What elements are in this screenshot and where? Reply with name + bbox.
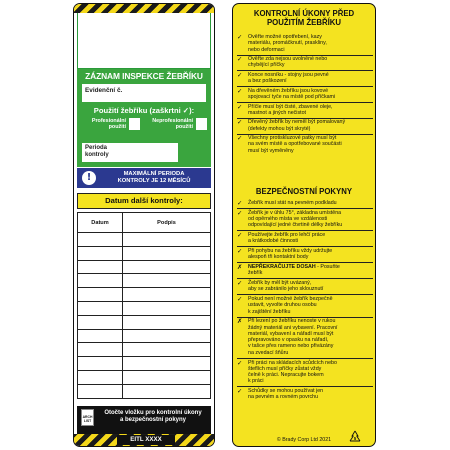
date-cell[interactable] bbox=[78, 343, 123, 357]
ladder-use-title: Použití žebříku (zaškrtni ✓): bbox=[93, 106, 195, 115]
safety-text: Schůdky se mohou používat jen na pevném a rovném povrchu bbox=[248, 388, 324, 401]
safety-title: BEZPEČNOSTNÍ POKYNY bbox=[255, 187, 353, 196]
date-column-header: Datum bbox=[78, 213, 123, 233]
log-row bbox=[78, 246, 211, 260]
date-cell[interactable] bbox=[78, 315, 123, 329]
document-icon: ARCH LIST bbox=[81, 409, 94, 426]
safety-text: Žebřík je v úhlu 75°, základna umístěna od opěrného místa ve vzdálenosti odpovídající jedné čtvrtině délky žebříku bbox=[248, 209, 343, 229]
log-row bbox=[78, 260, 211, 274]
check-icon: ✓ bbox=[237, 247, 243, 255]
check-icon: ✓ bbox=[237, 208, 243, 217]
check-text: Ověřte možné opotřebení, kazy materiálu, promáčknutí, praskliny, nebo deformaci bbox=[248, 34, 327, 53]
log-row bbox=[78, 343, 211, 357]
recycle-icon bbox=[347, 429, 363, 445]
safety-text: Používejte žebřík pro lehčí práce a krátkodobé činnosti bbox=[248, 232, 326, 245]
check-icon: ✓ bbox=[237, 33, 243, 41]
log-row bbox=[78, 384, 211, 398]
checks-title: KONTROLNÍ ÚKONY PŘED POUŽITÍM ŽEBŘÍKU bbox=[253, 9, 355, 27]
check-icon: ✓ bbox=[237, 295, 243, 303]
safety-text: NEPŘEKRAČUJTE DOSAH - Posuňte žebřík bbox=[248, 264, 340, 277]
card-title: ZÁZNAM INSPEKCE ŽEBŘÍKU bbox=[85, 71, 203, 81]
cross-icon: ✗ bbox=[237, 317, 243, 326]
professional-use-label: Profesionální použití bbox=[91, 118, 126, 131]
max-period-text: MAXIMÁLNÍ PERIODA KONTROLY JE 12 MĚSÍCŮ bbox=[117, 171, 191, 184]
signature-cell[interactable] bbox=[123, 343, 211, 357]
check-icon: ✓ bbox=[237, 70, 243, 79]
check-text: Ověřte zda nejsou uvolněné nebo chybějící příčky bbox=[248, 56, 328, 69]
check-icon: ✓ bbox=[237, 199, 243, 207]
blank-write-area[interactable] bbox=[77, 13, 211, 69]
check-text: Na dřevěném žebříku jsou kovové spojovací tyče na místě pod příčkami bbox=[248, 87, 336, 100]
check-icon: ✓ bbox=[237, 358, 243, 367]
signature-column-header: Podpis bbox=[123, 213, 211, 233]
signature-cell[interactable] bbox=[123, 260, 211, 274]
check-icon: ✓ bbox=[237, 134, 243, 143]
check-icon: ✓ bbox=[237, 279, 243, 287]
signature-cell[interactable] bbox=[123, 301, 211, 315]
check-text: Všechny protiskluzové patky musí být na svém místě a opotřebované součásti musí být vyměněny bbox=[248, 135, 342, 154]
signature-cell[interactable] bbox=[123, 246, 211, 260]
inspection-record-card bbox=[73, 3, 215, 447]
date-cell[interactable] bbox=[78, 357, 123, 371]
signature-cell[interactable] bbox=[123, 370, 211, 384]
signature-cell[interactable] bbox=[123, 357, 211, 371]
log-row bbox=[78, 315, 211, 329]
cross-icon: ✗ bbox=[237, 263, 243, 271]
inspection-period-field[interactable]: Perioda kontroly bbox=[82, 143, 178, 162]
date-cell[interactable] bbox=[78, 246, 123, 260]
log-row bbox=[78, 370, 211, 384]
signature-cell[interactable] bbox=[123, 288, 211, 302]
check-icon: ✓ bbox=[237, 231, 243, 239]
log-row bbox=[78, 288, 211, 302]
date-cell[interactable] bbox=[78, 233, 123, 247]
exclamation-circle-icon: ! bbox=[82, 171, 96, 185]
log-row bbox=[78, 329, 211, 343]
date-cell[interactable] bbox=[78, 370, 123, 384]
check-icon: ✓ bbox=[237, 55, 243, 64]
check-text: Dřevěný žebřík by neměl být pomalovaný (defekty mohou být skryté) bbox=[248, 119, 346, 132]
log-row bbox=[78, 233, 211, 247]
check-icon: ✓ bbox=[237, 118, 243, 127]
inspection-details-panel bbox=[77, 69, 211, 167]
turn-insert-footer bbox=[77, 406, 211, 436]
check-icon: ✓ bbox=[237, 86, 243, 95]
safety-text: Žebřík by měl být uvázaný, aby se zabránilo jeho sklouznutí bbox=[248, 280, 324, 293]
professional-use-checkbox[interactable] bbox=[129, 118, 140, 130]
safety-text: Při pohybu na žebříku vždy udržujte alespoň tři kontaktní body bbox=[248, 248, 333, 261]
signature-cell[interactable] bbox=[123, 384, 211, 398]
safety-text: Při lezení po žebříku nenoste v rukou žádný materiál ani vybavení. Pracovní materiál, vybavení a nářadí musí být přepravováno v opasku na nářadí, v tašce přes rameno nebo přivázány na zvedací šňůru bbox=[248, 318, 338, 356]
max-period-banner bbox=[77, 168, 211, 188]
date-cell[interactable] bbox=[78, 274, 123, 288]
next-check-header: Datum další kontroly: bbox=[77, 193, 211, 209]
hazard-stripe-top bbox=[74, 4, 214, 13]
signature-cell[interactable] bbox=[123, 315, 211, 329]
turn-insert-text: Otočte vložku pro kontrolní úkony a bezpečnostní pokyny bbox=[104, 410, 202, 424]
signature-cell[interactable] bbox=[123, 233, 211, 247]
check-icon: ✓ bbox=[237, 387, 243, 396]
safety-text: Při práci na skládacích scůdcích nebo šteflích musí příčky zůstat vždy čelně k práci. Nepracujte bokem k práci bbox=[248, 359, 337, 385]
signature-cell[interactable] bbox=[123, 329, 211, 343]
signature-cell[interactable] bbox=[123, 274, 211, 288]
nonprofessional-use-label: Neprofesionální použití bbox=[152, 118, 193, 131]
safety-text: Žebřík musí stát na pevném podkladu bbox=[248, 200, 337, 206]
log-row bbox=[78, 301, 211, 315]
nonprofessional-use-checkbox[interactable] bbox=[196, 118, 207, 130]
copyright: © Brady Corp Ltd 2021 bbox=[276, 437, 332, 443]
inspection-log-table bbox=[77, 212, 211, 399]
date-cell[interactable] bbox=[78, 384, 123, 398]
log-row bbox=[78, 274, 211, 288]
recycle-code: 5 bbox=[353, 436, 357, 441]
check-icon: ✓ bbox=[237, 102, 243, 111]
evidence-number-field[interactable]: Evidenční č. bbox=[82, 84, 206, 102]
safety-text: Pokud není možné žebřík bezpečně ustavit, vyvolte druhou osobu k zajištění žebříku bbox=[248, 296, 333, 315]
date-cell[interactable] bbox=[78, 329, 123, 343]
check-text: Konce nosníku - stojny jsou pevné a bez poškození bbox=[248, 71, 329, 85]
check-text: Příčle musí být čisté, zbavené oleje, mastnot a jiných nečistot bbox=[248, 103, 333, 116]
date-cell[interactable] bbox=[78, 260, 123, 274]
pre-use-checks-card bbox=[232, 3, 376, 447]
date-cell[interactable] bbox=[78, 301, 123, 315]
log-row bbox=[78, 357, 211, 371]
product-code: EITL XXXX bbox=[117, 435, 175, 445]
date-cell[interactable] bbox=[78, 288, 123, 302]
